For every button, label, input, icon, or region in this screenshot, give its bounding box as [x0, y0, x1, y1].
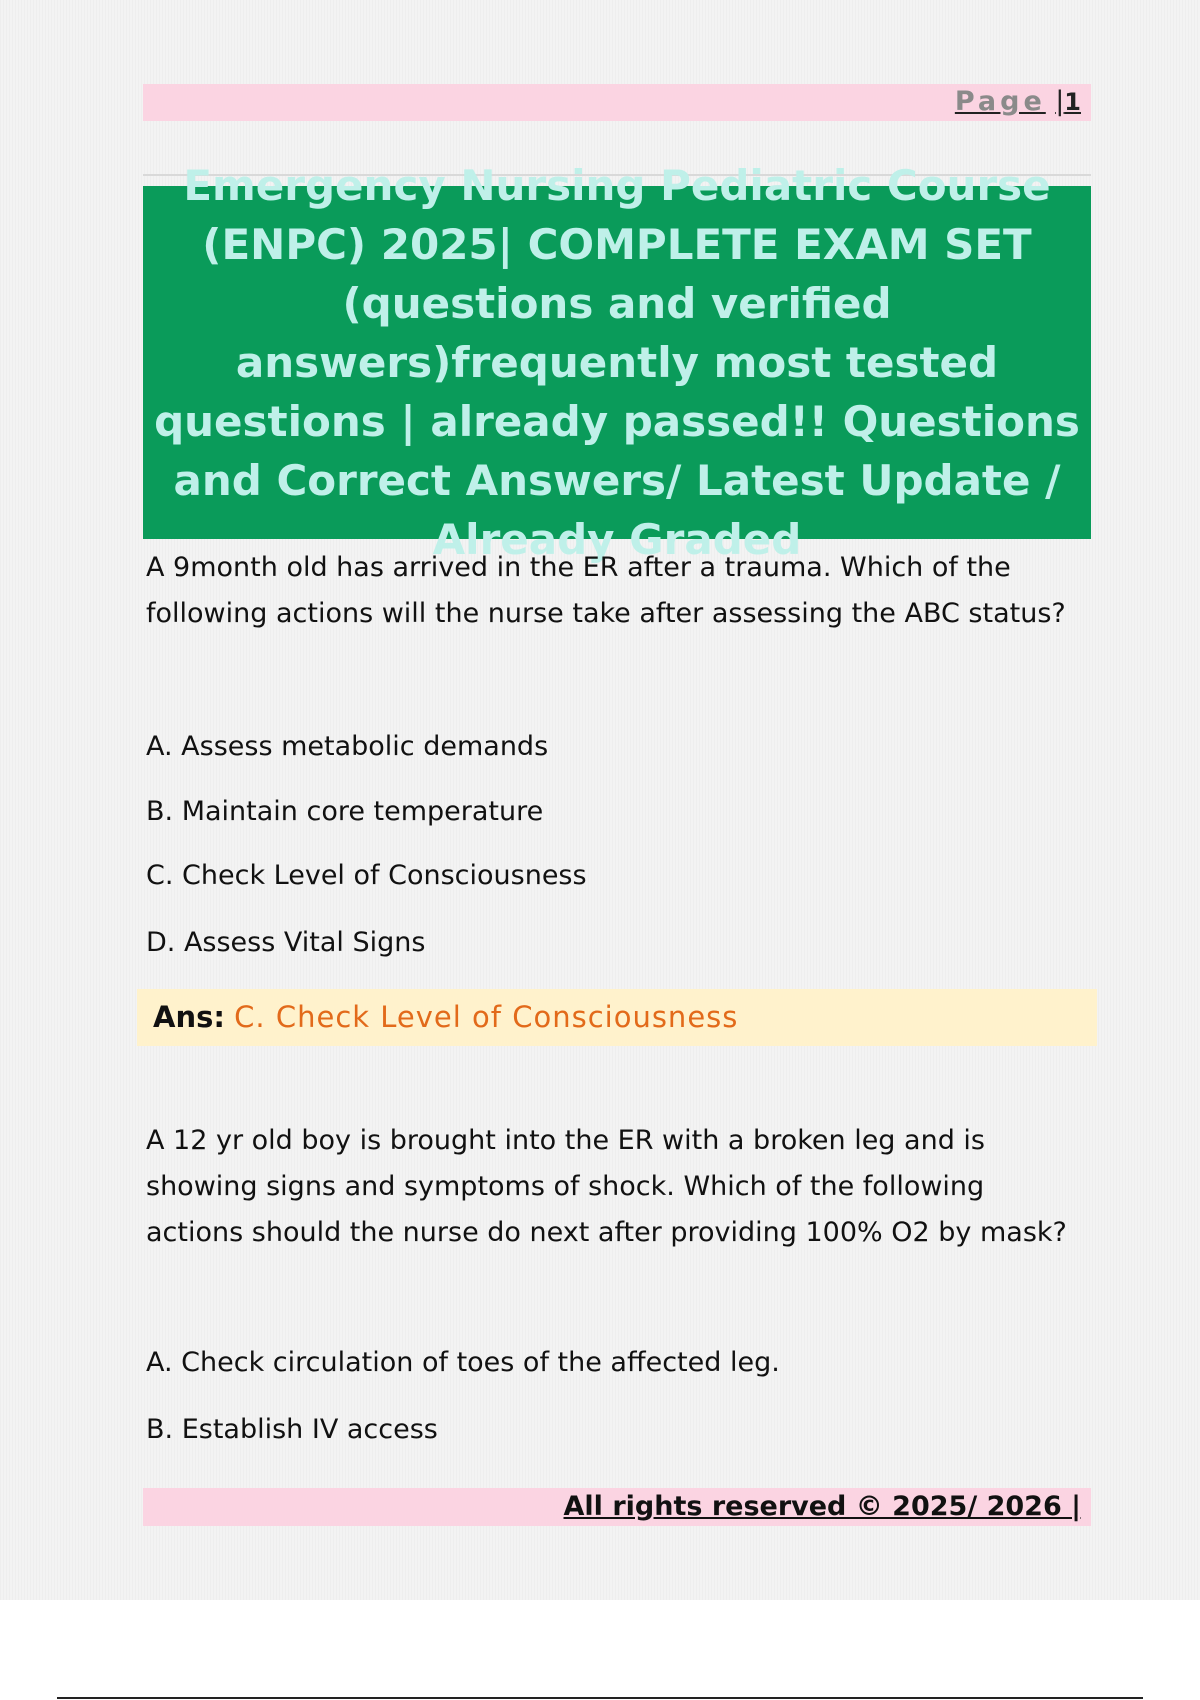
copyright-notice: All rights reserved © 2025/ 2026 | — [563, 1491, 1081, 1522]
question-1-option-c: C. Check Level of Consciousness — [146, 860, 587, 891]
answer-label: Ans: — [153, 1000, 225, 1034]
answer-value: C. Check Level of Consciousness — [234, 1000, 739, 1034]
page-label: Page — [954, 86, 1046, 117]
question-2-option-b: B. Establish IV access — [146, 1414, 438, 1445]
question-2-option-a: A. Check circulation of toes of the affected leg. — [146, 1347, 780, 1378]
bottom-divider — [57, 1697, 1143, 1699]
title-banner — [143, 161, 1091, 564]
question-1-option-d: D. Assess Vital Signs — [146, 927, 426, 958]
answer-box — [137, 989, 1097, 1046]
question-1-option-a: A. Assess metabolic demands — [146, 731, 549, 762]
page-separator: | — [1055, 86, 1065, 117]
document-title: Emergency Nursing Pediatric Course (ENPC) 2025| COMPLETE EXAM SET (questions and verified answers)frequently most tested questions | already passed!! Questions and Correct Answers/ Latest Update / Already Graded — [154, 161, 1080, 564]
page-header — [143, 84, 1091, 121]
page-footer — [143, 1488, 1091, 1526]
page-number: 1 — [1064, 88, 1081, 116]
question-1-text: A 9month old has arrived in the ER after a trauma. Which of the following actions will the nurse take after assessing the ABC status? — [146, 552, 1066, 629]
answer-line — [153, 999, 738, 1035]
question-2-text: A 12 yr old boy is brought into the ER with a broken leg and is showing signs and symptoms of shock. Which of the following actions should the nurse do next after providing 100% O2 by mask? — [146, 1125, 1067, 1248]
question-1-option-b: B. Maintain core temperature — [146, 796, 544, 827]
page-number-indicator — [955, 86, 1081, 118]
